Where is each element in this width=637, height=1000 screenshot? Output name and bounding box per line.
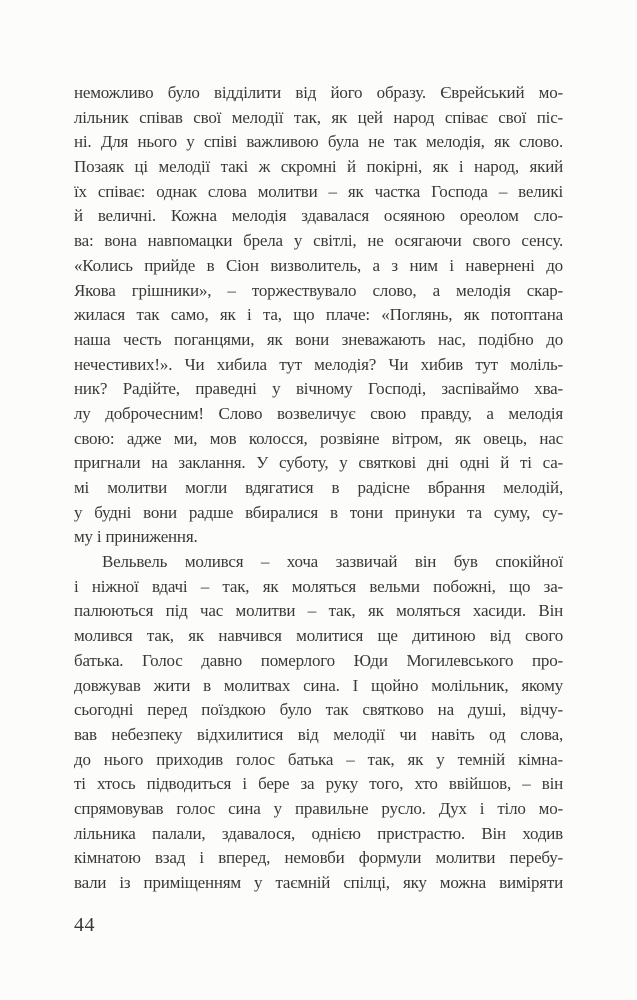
text-line: пригнали на заклання. У суботу, у святкові дні одні й ті са- xyxy=(74,453,563,473)
text-line: жилася так само, як і та, що плаче: «Поглянь, як потоптана xyxy=(74,305,563,325)
text-line: і ніжної вдачі – так, як моляться вельми побожні, що за- xyxy=(74,576,563,596)
text-line: мі молитви могли вдягатися в радісне вбрання мелодій, xyxy=(74,478,563,497)
paragraph xyxy=(74,81,563,550)
text-line: ті хтось підводиться і бере за руку того, хто ввійшов, – він xyxy=(74,774,563,794)
text-line: спрямовував голос сина у правильне русло. Дух і тіло мо- xyxy=(74,798,563,818)
text-line: кімнатою взад і вперед, немовби формули молитви перебу- xyxy=(74,848,563,868)
text-line: лільник співав свої мелодії так, як цей народ співає свої піс- xyxy=(74,107,563,127)
text-line: неможливо було відділити від його образу. Єврейський мо- xyxy=(74,83,563,102)
text-line: у будні вони радше вбиралися в тони принуки та суму, су- xyxy=(74,502,563,522)
text-line: Якова грішники», – торжествувало слово, а мелодія скар- xyxy=(74,280,563,300)
text-line: молився так, як навчився молитися ще дитиною від свого xyxy=(74,626,563,646)
text-line: свою: адже ми, мов колосся, розвіяне вітром, як овець, нас xyxy=(74,428,563,448)
text-line: сьогодні перед поїздкою було так святково на душі, відчу- xyxy=(74,700,563,720)
text-line: ні. Для нього у співі важливою була не так мелодія, як слово. xyxy=(74,132,563,152)
text-line: ник? Радійте, праведні у вічному Господі, заспіваймо хва- xyxy=(74,379,563,399)
text-line: лільника палали, здавалося, однією пристрастю. Він ходив xyxy=(74,823,563,843)
page-text xyxy=(74,81,563,896)
text-line: Позаяк ці мелодії такі ж скромні й покірні, як і народ, який xyxy=(74,157,563,177)
text-line: довжував жити в молитвах сина. І щойно молільник, якому xyxy=(74,675,563,695)
text-line: батька. Голос давно померлого Юди Могилевського про- xyxy=(74,650,563,670)
text-line: лу доброчесним! Слово возвеличує свою правду, а мелодія xyxy=(74,403,563,423)
page-number: 44 xyxy=(74,914,95,936)
text-line: ва: вона навпомацки брела у світлі, не осягаючи свого сенсу. xyxy=(74,231,563,251)
text-line: до нього приходив голос батька – так, як у темній кімна- xyxy=(74,749,563,769)
text-line: палюються під час молитви – так, як моляться хасиди. Він xyxy=(74,601,563,621)
text-line: вали із приміщенням у таємній спілці, яку можна виміряти xyxy=(74,873,563,892)
text-line: вав небезпеку відхилитися від мелодії чи навіть од слова, xyxy=(74,724,563,744)
text-line: Вельвель молився – хоча зазвичай він був спокійної xyxy=(102,552,563,572)
text-line: їх співає: однак слова молитви – як частка Господа – великі xyxy=(74,181,563,201)
text-line: й величні. Кожна мелодія здавалася осяяною ореолом сло- xyxy=(74,206,563,226)
text-line: «Колись прийде в Сіон визволитель, а з ним і навернені до xyxy=(74,255,563,275)
paragraph xyxy=(74,550,563,896)
text-line: наша честь поганцями, як вони зневажають нас, подібно до xyxy=(74,329,563,349)
text-line: нечестивих!». Чи хибила тут мелодія? Чи хибив тут моліль- xyxy=(74,354,563,374)
text-line: му і приниження. xyxy=(74,527,198,547)
